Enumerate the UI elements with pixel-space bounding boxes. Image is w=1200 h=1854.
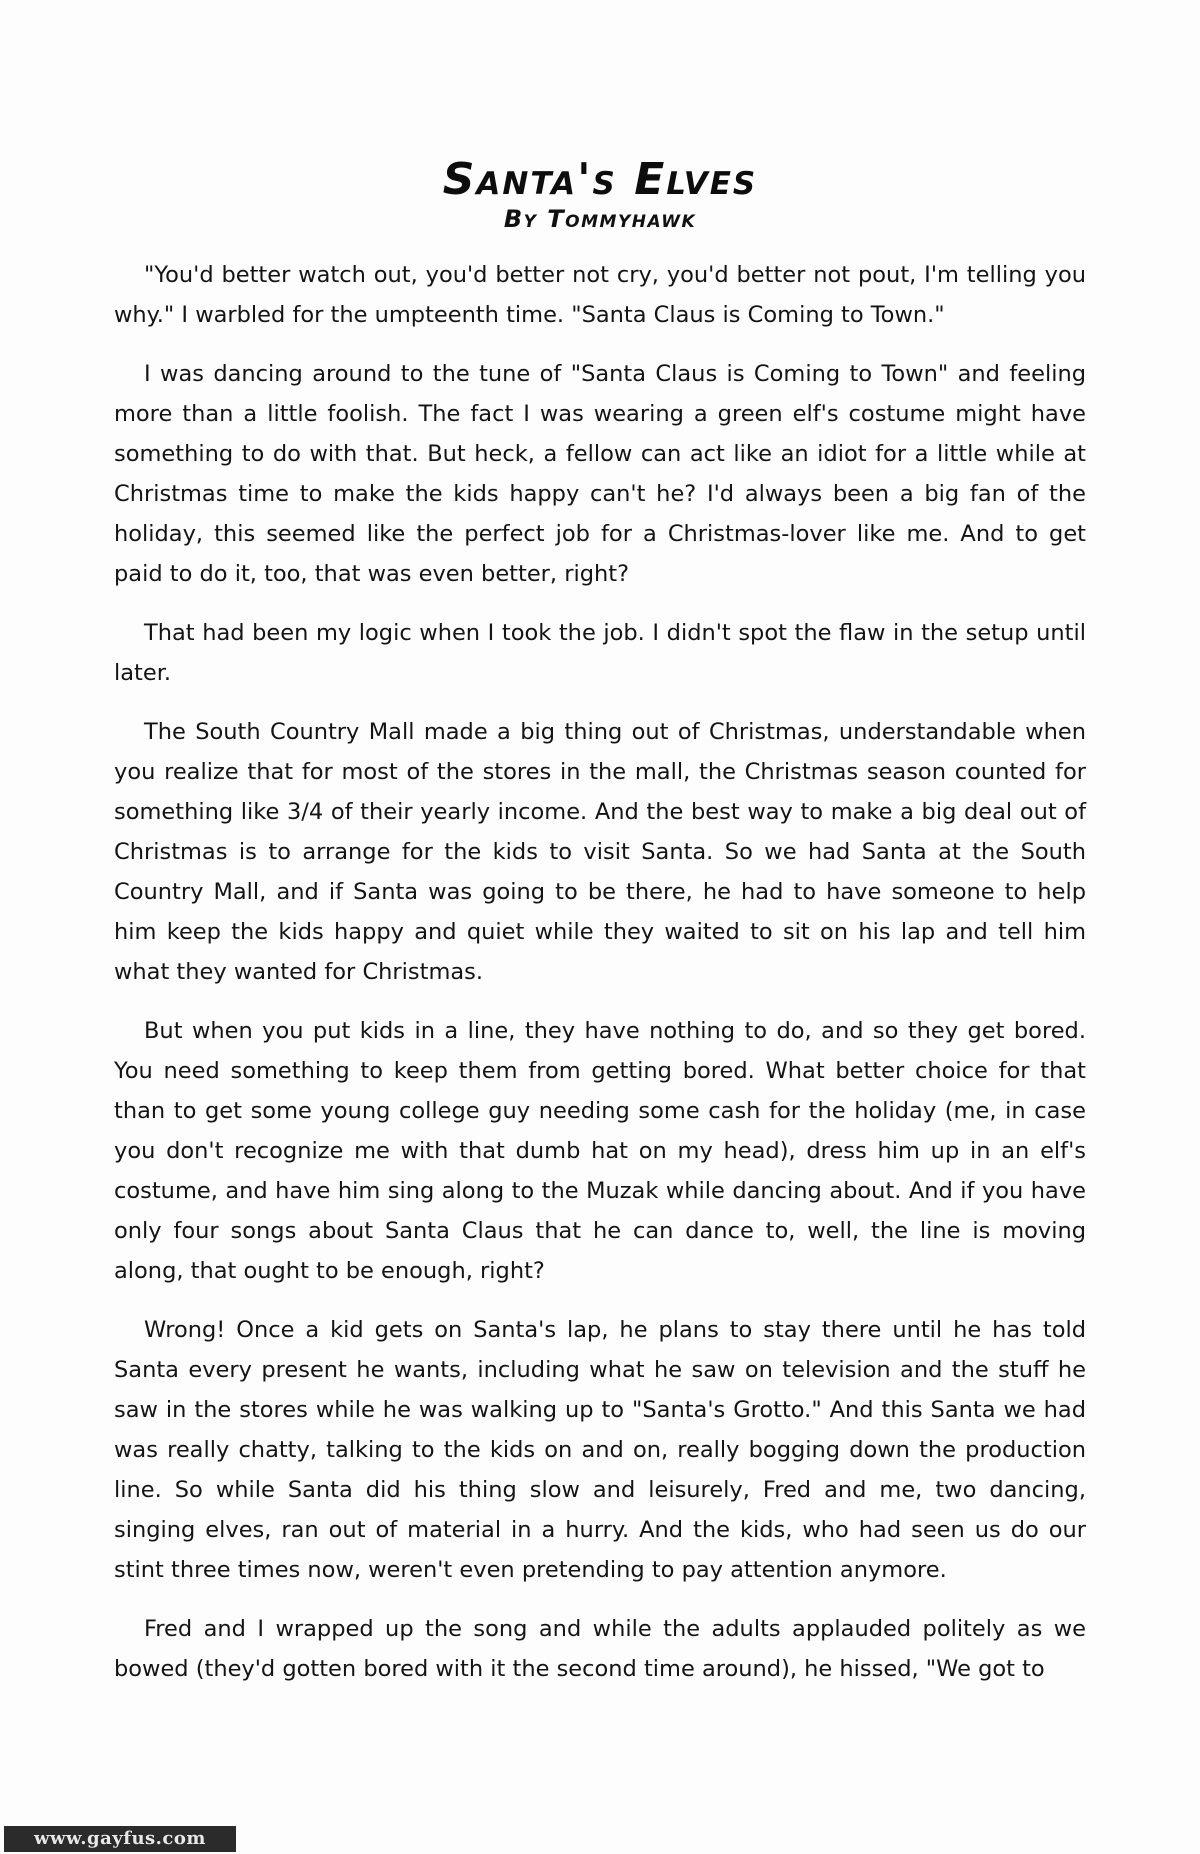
story-byline: By Tommyhawk	[503, 205, 697, 233]
story-body	[114, 255, 1086, 1708]
paragraph: Wrong! Once a kid gets on Santa's lap, he plans to stay there until he has told Santa every present he wants, including what he saw on television and the stuff he saw in the stores while he was walking up to "Santa's Grotto." And this Santa we had was really chatty, talking to the kids on and on, really bogging down the production line. So while Santa did his thing slow and leisurely, Fred and me, two dancing, singing elves, ran out of material in a hurry. And the kids, who had seen us do our stint three times now, weren't even pretending to pay attention anymore.	[114, 1317, 1086, 1583]
paragraph: "You'd better watch out, you'd better not cry, you'd better not pout, I'm telling you why." I warbled for the umpteenth time. "Santa Claus is Coming to Town."	[114, 262, 1086, 328]
paragraph: Fred and I wrapped up the song and while the adults applauded politely as we bowed (they'd gotten bored with it the second time around), he hissed, "We got to	[114, 1616, 1086, 1682]
paragraph: The South Country Mall made a big thing out of Christmas, understandable when you realize that for most of the stores in the mall, the Christmas season counted for something like 3/4 of their yearly income. And the best way to make a big deal out of Christmas is to arrange for the kids to visit Santa. So we had Santa at the South Country Mall, and if Santa was going to be there, he had to have someone to help him keep the kids happy and quiet while they waited to sit on his lap and tell him what they wanted for Christmas.	[114, 719, 1086, 985]
watermark-banner: www.gayfus.com	[4, 1826, 236, 1852]
story-title: Santa's Elves	[442, 154, 758, 206]
paragraph: But when you put kids in a line, they have nothing to do, and so they get bored. You need something to keep them from getting bored. What better choice for that than to get some young college guy needing some cash for the holiday (me, in case you don't recognize me with that dumb hat on my head), dress him up in an elf's costume, and have him sing along to the Muzak while dancing about. And if you have only four songs about Santa Claus that he can dance to, well, the line is moving along, that ought to be enough, right?	[114, 1018, 1086, 1284]
paragraph: That had been my logic when I took the job. I didn't spot the flaw in the setup until later.	[114, 620, 1086, 686]
paragraph: I was dancing around to the tune of "Santa Claus is Coming to Town" and feeling more than a little foolish. The fact I was wearing a green elf's costume might have something to do with that. But heck, a fellow can act like an idiot for a little while at Christmas time to make the kids happy can't he? I'd always been a big fan of the holiday, this seemed like the perfect job for a Christmas-lover like me. And to get paid to do it, too, that was even better, right?	[114, 361, 1086, 587]
